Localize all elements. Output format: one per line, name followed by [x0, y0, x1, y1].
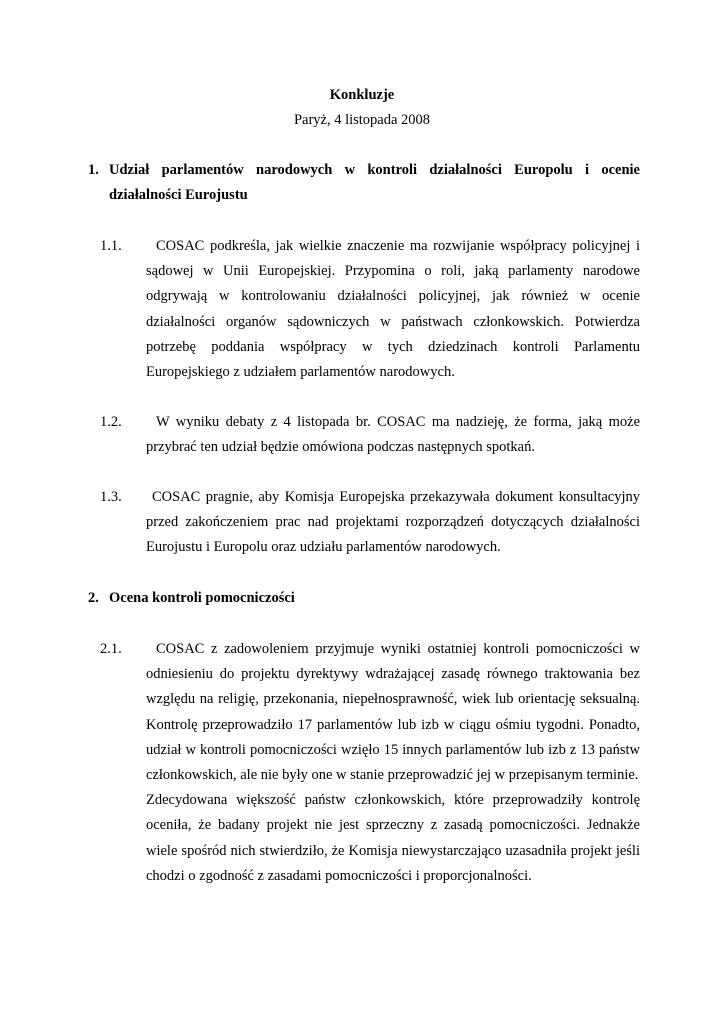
paragraph-number: 1.3. — [100, 489, 122, 505]
paragraph-text-content: W wyniku debaty z 4 listopada br. COSAC ma nadzieję, że forma, jaką może przybrać ten udział będzie omówiona podczas następnych spotkań. — [146, 414, 640, 456]
paragraph-text — [146, 485, 640, 561]
paragraph — [100, 637, 640, 889]
section-heading-text: Udział parlamentów narodowych w kontroli działalności Europolu i ocenie działalności Eurojustu — [109, 162, 640, 203]
document-title: Konkluzje — [329, 87, 395, 103]
section-number: 2. — [88, 590, 99, 606]
paragraph-text-content: COSAC z zadowoleniem przyjmuje wyniki ostatniej kontroli pomocniczości w odniesieniu do projektu dyrektywy wdrażającej zasadę równego traktowania bez względu na religię, przekonania, niepełnosprawność, wiek lub orientację seksualną. Kontrolę przeprowadziło 17 parlamentów lub izb w ciągu ośmiu tygodni. Ponadto, udział w kontroli pomocniczości wzięło 15 innych parlamentów lub izb z 13 państw członkowskich, ale nie były one w stanie przeprowadzić jej w przepisanym terminie. — [146, 641, 640, 784]
paragraph-text — [146, 234, 640, 385]
paragraph — [100, 410, 640, 460]
paragraph-text — [146, 410, 640, 460]
paragraph — [100, 485, 640, 561]
paragraph — [100, 234, 640, 385]
paragraph-number: 1.2. — [100, 414, 122, 430]
document-date: Paryż, 4 listopada 2008 — [293, 112, 431, 128]
paragraph-part — [146, 637, 640, 788]
section-heading — [88, 158, 640, 208]
paragraph-part: Zdecydowana większość państw członkowskich, które przeprowadziły kontrolę oceniła, że badany projekt nie jest sprzeczny z zasadą pomocniczości. Jednakże wiele spośród nich stwierdziło, że Komisja niewystarczająco uzasadniła projekt jeśli chodzi o zgodność z zasadami pomocniczości i proporcjonalności. — [146, 792, 640, 884]
paragraph-text — [146, 637, 640, 889]
paragraph-text-content: COSAC pragnie, aby Komisja Europejska przekazywała dokument konsultacyjny przed zakończeniem prac nad projektami rozporządzeń dotyczących działalności Eurojustu i Europolu oraz udziału parlamentów narodowych. — [146, 489, 640, 556]
paragraph-number: 2.1. — [100, 641, 122, 657]
paragraph-text-content: COSAC podkreśla, jak wielkie znaczenie ma rozwijanie współpracy policyjnej i sądowej w Unii Europejskiej. Przypomina o roli, jaką parlamenty narodowe odgrywają w kontrolowaniu działalności policyjnej, jak również w ocenie działalności organów sądowniczych w państwach członkowskich. Potwierdza potrzebę poddania współpracy w tych dziedzinach kontroli Parlamentu Europejskiego z udziałem parlamentów narodowych. — [146, 238, 640, 381]
paragraph-number: 1.1. — [100, 238, 122, 254]
section-heading — [88, 586, 640, 611]
section-heading-text: Ocena kontroli pomocniczości — [109, 590, 295, 606]
section-number: 1. — [88, 162, 99, 178]
